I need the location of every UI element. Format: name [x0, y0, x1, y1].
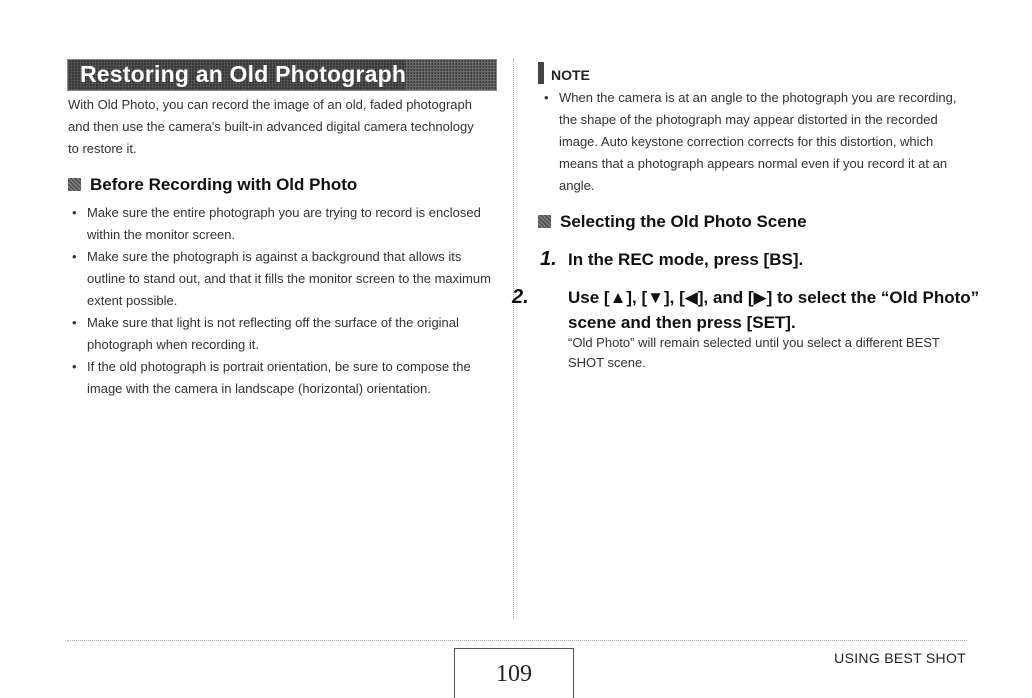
section-heading-selecting-scene	[538, 212, 807, 232]
section-heading-before-recording	[68, 175, 357, 195]
note-bar-icon	[538, 62, 544, 84]
footer-section-label: USING BEST SHOT	[834, 650, 966, 666]
list-item-text: If the old photograph is portrait orientation, be sure to compose the image with the camera in landscape (horizontal) orientation.	[87, 359, 471, 396]
page-title-banner	[67, 59, 497, 91]
bullet-icon: •	[72, 359, 77, 374]
bullet-icon: •	[544, 90, 549, 105]
note-heading	[538, 62, 590, 84]
footer-divider	[67, 640, 967, 641]
intro-paragraph: With Old Photo, you can record the image of an old, faded photograph and then use the camera's built-in advanced digital camera technology to restore it.	[68, 97, 474, 156]
bullet-icon: •	[72, 315, 77, 330]
step-1	[540, 247, 970, 272]
section-square-icon	[538, 215, 551, 228]
list-item-text: Make sure the entire photograph you are trying to record is enclosed within the monitor screen.	[87, 205, 481, 242]
title-banner-pattern	[406, 60, 496, 90]
section-square-icon	[68, 178, 81, 191]
list-item-text: Make sure the photograph is against a background that allows its outline to stand out, and that it fills the monitor screen to the maximum extent possible.	[87, 249, 491, 308]
recording-tips-list	[68, 202, 493, 400]
step-2	[512, 285, 998, 335]
list-item	[68, 356, 493, 400]
page-title: Restoring an Old Photograph	[80, 61, 407, 87]
step-2-description: “Old Photo” will remain selected until you select a different BEST SHOT scene.	[568, 335, 940, 370]
list-item	[68, 202, 493, 246]
section-heading-text: Selecting the Old Photo Scene	[560, 212, 807, 231]
note-list	[540, 87, 970, 197]
note-text: When the camera is at an angle to the photograph you are recording, the shape of the photograph may appear distorted in the recorded image. Auto keystone correction corrects for this distortion, which means that a photograph appears normal even if you record it at an angle.	[559, 90, 957, 193]
step-text: Use [▲], [▼], [◀], and [▶] to select the “Old Photo” scene and then press [SET].	[568, 288, 980, 332]
step-number: 1.	[540, 248, 557, 270]
list-item	[68, 246, 493, 312]
section-heading-text: Before Recording with Old Photo	[90, 175, 358, 194]
column-divider	[513, 59, 514, 619]
note-title: NOTE	[551, 67, 590, 83]
bullet-icon: •	[72, 249, 77, 264]
page-number: 109	[496, 661, 532, 687]
list-item	[68, 312, 493, 356]
page-number-box	[454, 648, 574, 698]
list-item-text: Make sure that light is not reflecting off the surface of the original photograph when recording it.	[87, 315, 459, 352]
step-text: In the REC mode, press [BS].	[568, 250, 804, 269]
bullet-icon: •	[72, 205, 77, 220]
step-number: 2.	[512, 286, 529, 308]
list-item	[540, 87, 970, 197]
